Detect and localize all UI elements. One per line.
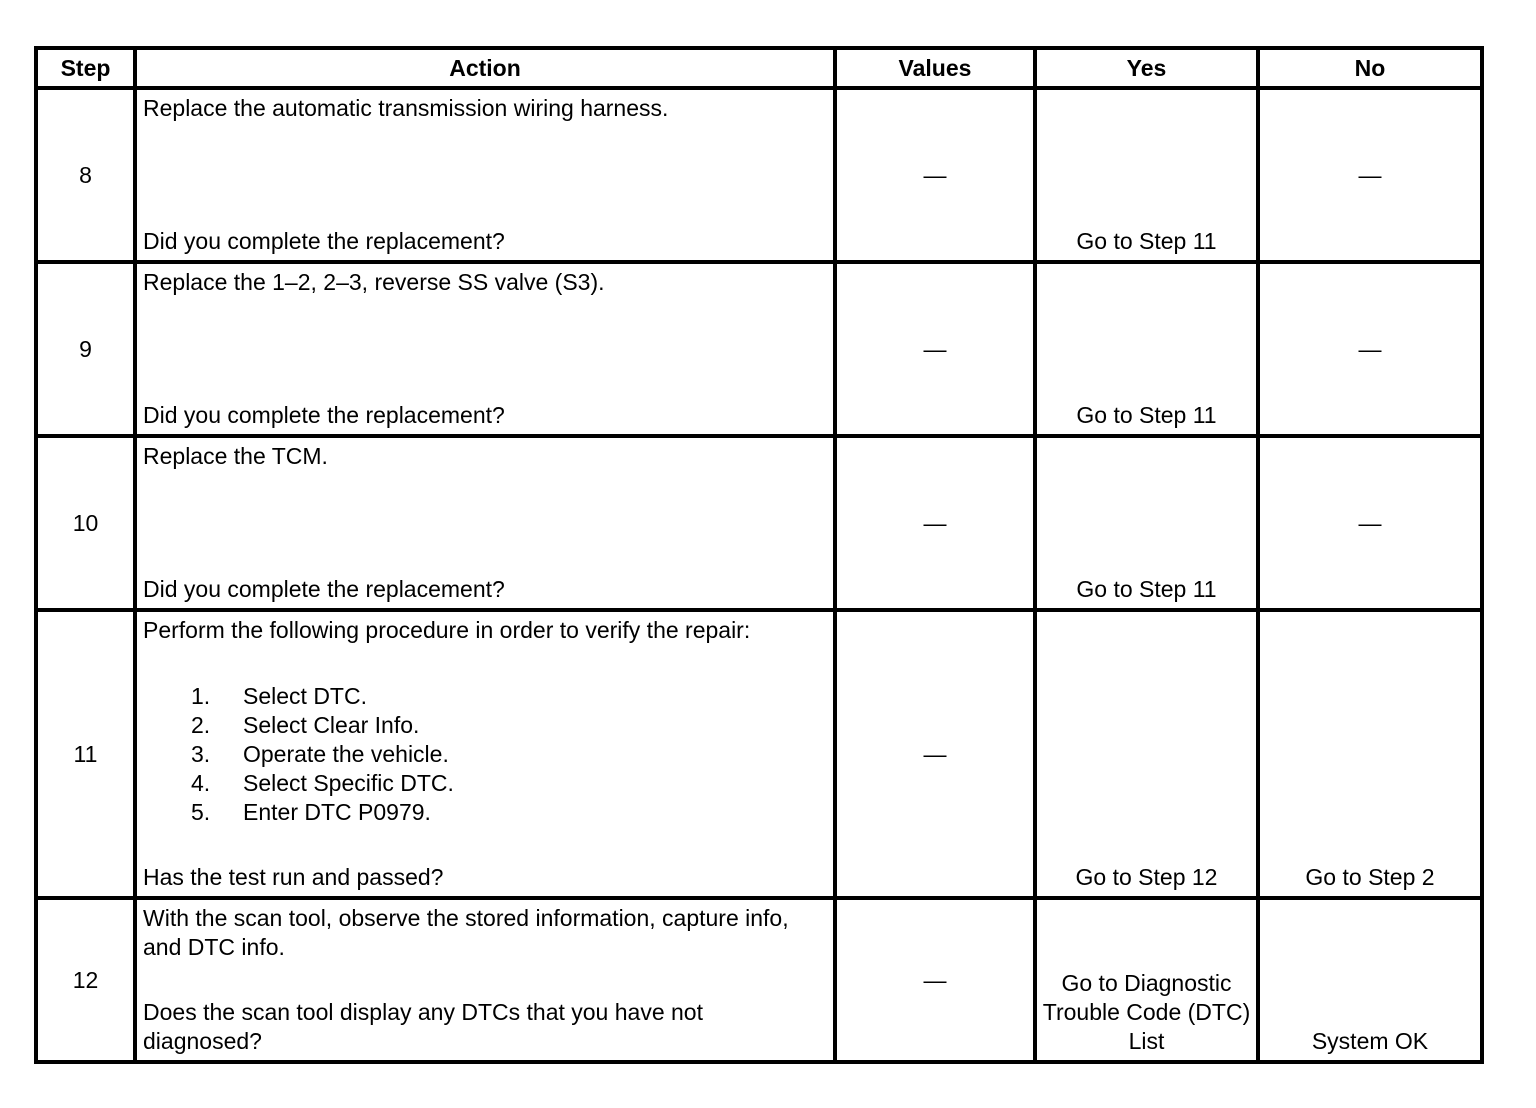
procedure-item: 2. Select Clear Info. <box>191 711 420 738</box>
action-question: Does the scan tool display any DTCs that you have not diagnosed? <box>143 999 703 1054</box>
action-cell <box>135 610 835 898</box>
header-action: Action <box>135 48 835 88</box>
procedure-list <box>143 682 827 827</box>
action-cell <box>135 262 835 436</box>
action-cell <box>135 436 835 610</box>
table-row <box>36 262 1482 436</box>
header-step: Step <box>36 48 135 88</box>
step-number: 12 <box>36 898 135 1062</box>
action-text: With the scan tool, observe the stored information, capture info, and DTC info. <box>143 905 789 960</box>
table-row <box>36 88 1482 262</box>
step-number: 11 <box>36 610 135 898</box>
yes-cell: Go to Step 11 <box>1035 88 1258 262</box>
values-cell: — <box>835 610 1035 898</box>
table-row <box>36 610 1482 898</box>
yes-cell: Go to Step 11 <box>1035 262 1258 436</box>
action-question: Did you complete the replacement? <box>143 228 505 254</box>
action-question: Did you complete the replacement? <box>143 402 505 428</box>
table-row <box>36 898 1482 1062</box>
action-text: Replace the automatic transmission wiring harness. <box>143 95 669 121</box>
diagnostic-table <box>34 46 1484 1064</box>
action-question: Has the test run and passed? <box>143 864 444 890</box>
action-cell <box>135 88 835 262</box>
action-text: Replace the 1–2, 2–3, reverse SS valve (S3). <box>143 269 605 295</box>
header-no: No <box>1258 48 1482 88</box>
header-row <box>36 48 1482 88</box>
no-cell: — <box>1258 88 1482 262</box>
yes-cell: Go to Diagnostic Trouble Code (DTC) List <box>1035 898 1258 1062</box>
step-number: 8 <box>36 88 135 262</box>
action-question: Did you complete the replacement? <box>143 576 505 602</box>
no-cell: — <box>1258 262 1482 436</box>
action-text: Perform the following procedure in order to verify the repair: <box>143 617 751 643</box>
no-cell: — <box>1258 436 1482 610</box>
header-yes: Yes <box>1035 48 1258 88</box>
procedure-item: 4. Select Specific DTC. <box>191 769 454 796</box>
header-values: Values <box>835 48 1035 88</box>
values-cell: — <box>835 262 1035 436</box>
step-number: 10 <box>36 436 135 610</box>
no-cell: Go to Step 2 <box>1258 610 1482 898</box>
no-cell: System OK <box>1258 898 1482 1062</box>
yes-cell: Go to Step 11 <box>1035 436 1258 610</box>
procedure-item: 3. Operate the vehicle. <box>191 740 449 767</box>
step-number: 9 <box>36 262 135 436</box>
values-cell: — <box>835 436 1035 610</box>
procedure-item: 1. Select DTC. <box>191 682 367 709</box>
values-cell: — <box>835 88 1035 262</box>
yes-cell: Go to Step 12 <box>1035 610 1258 898</box>
table-row <box>36 436 1482 610</box>
action-text: Replace the TCM. <box>143 443 328 469</box>
values-cell: — <box>835 898 1035 1062</box>
action-cell <box>135 898 835 1062</box>
procedure-item: 5. Enter DTC P0979. <box>191 798 431 825</box>
